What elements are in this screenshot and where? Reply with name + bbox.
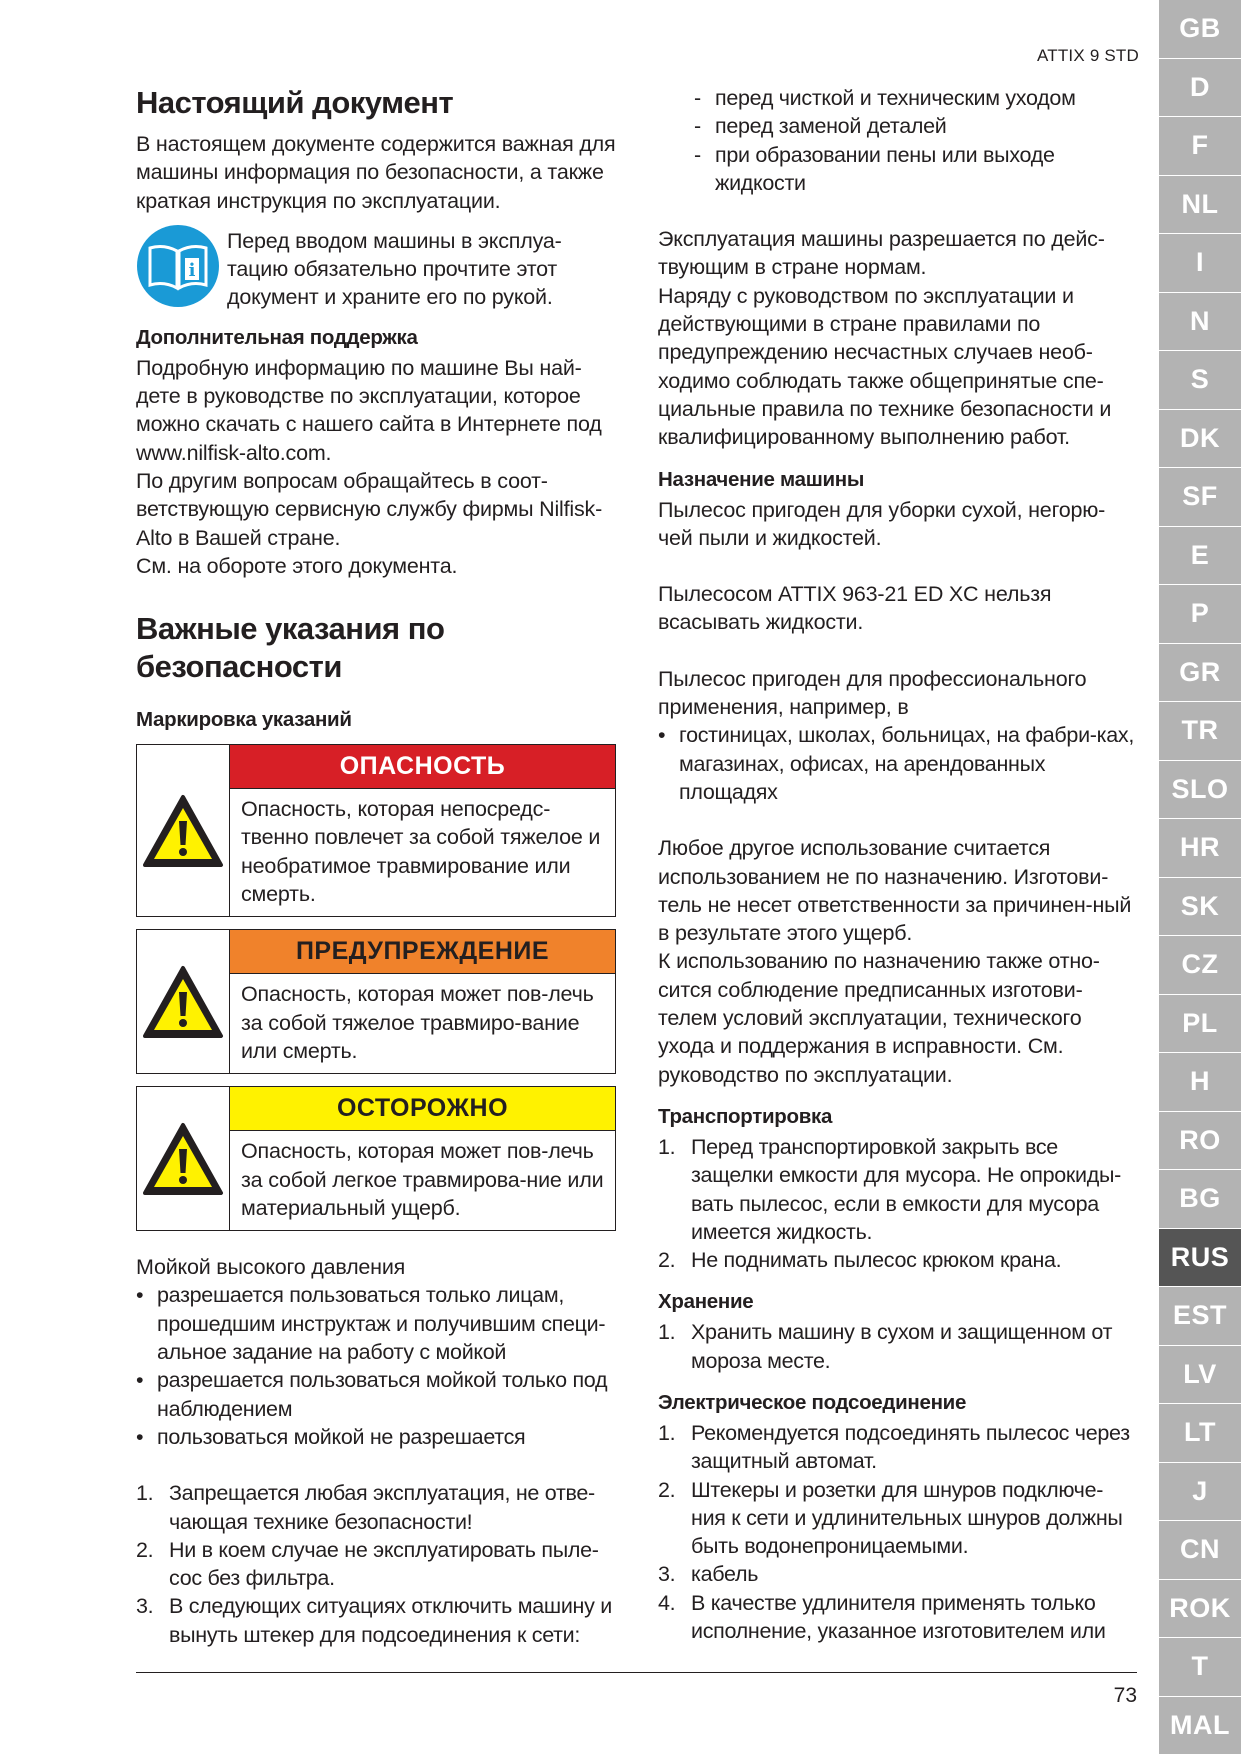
subheading-support: Дополнительная поддержка [136,325,418,349]
language-tab-est[interactable]: EST [1159,1287,1241,1346]
language-tab-d[interactable]: D [1159,59,1241,118]
language-tab-ro[interactable]: RO [1159,1112,1241,1171]
list-item: • разрешается пользоваться только лицам, прошедшим инструктаж и получившим специ-альное задание на работу с мойкой [136,1283,606,1365]
language-tab-gb[interactable]: GB [1159,0,1241,59]
warning-triangle-icon [141,1121,225,1197]
norms-text: Эксплуатация машины разрешается по дейс-твующим в стране нормам. [658,227,1105,280]
warning-icon-cell [137,930,230,1073]
language-tab-t[interactable]: T [1159,1638,1241,1697]
storage-list [658,1318,1136,1375]
language-tab-gr[interactable]: GR [1159,644,1241,703]
list-item: - при образовании пены или выходе жидкости [694,142,1055,195]
list-item: - перед заменой деталей [694,114,947,139]
language-tab-pl[interactable]: PL [1159,995,1241,1054]
subheading-electric: Электрическое подсоединение [658,1390,967,1414]
list-item: 1. Перед транспортировкой закрыть все защелки емкости для мусора. Не опрокиды-вать пылесос, если в емкости для мусора имеется жидкость. [658,1134,1121,1244]
list-item: • разрешается пользоваться мойкой только под наблюдением [136,1368,608,1421]
language-tab-sk[interactable]: SK [1159,878,1241,937]
norms-text-2: Наряду с руководством по эксплуатации и действующими в стране правилами по предупреждению несчастных случаев необ-ходимо соблюдать также общепринятые спе-циальные правила по технике безопасности и квалифицированному выполнению работ. [658,283,1112,450]
language-tab-sf[interactable]: SF [1159,468,1241,527]
subheading-purpose: Назначение машины [658,467,865,491]
attix-liquids-text: Пылесосом ATTIX 963-21 ED XC нельзя всасывать жидкости. [658,582,1052,635]
danger-text: Опасность, которая непосредс-твенно повлечет за собой тяжелое и необратимое травмирование или смерть. [241,797,601,907]
warning-triangle-icon [141,964,225,1040]
danger-icon-cell [137,745,230,916]
document-intro: В настоящем документе содержится важная для машины информация по безопасности, а также краткая инструкция по эксплуатации. [136,132,616,213]
washer-list [136,1281,616,1451]
footer-divider [136,1672,1137,1673]
right-column [658,84,1136,1645]
language-tab-h[interactable]: H [1159,1053,1241,1112]
language-tab-dk[interactable]: DK [1159,410,1241,469]
caution-text: Опасность, которая может пов-лечь за собой легкое травмирова-ние или материальный ущерб. [241,1139,604,1220]
list-item: 2. Штекеры и розетки для шнуров подключе-ния к сети и удлинительных шнуров должны быть водонепроницаемыми. [658,1477,1123,1559]
language-tab-rus[interactable]: RUS [1159,1229,1241,1288]
list-item: - перед чисткой и техническим уходом [694,86,1076,110]
language-tab-tr[interactable]: TR [1159,702,1241,761]
transport-list [658,1133,1136,1274]
list-item: • пользоваться мойкой не разрешается [136,1424,526,1449]
warning-triangle-icon [141,793,225,869]
language-tab-strip [1159,0,1241,1755]
support-text-3: См. на обороте этого документа. [136,553,458,578]
page-number: 73 [1113,1684,1137,1707]
disconnect-situations-list [694,84,1136,197]
read-manual-text: Перед вводом машины в эксплуа-тацию обязательно прочтите этот документ и храните его по рукой. [227,228,562,310]
language-tab-slo[interactable]: SLO [1159,761,1241,820]
read-manual-info-icon [136,224,220,308]
section-title-document: Настоящий документ [136,85,454,120]
professional-use-text: Пылесос пригоден для профессионального применения, например, в [658,666,1087,720]
list-item: 3. В следующих ситуациях отключить машину и вынуть штекер для подсоединения к сети: [136,1594,612,1647]
caution-icon-cell [137,1087,230,1230]
language-tab-cz[interactable]: CZ [1159,936,1241,995]
read-manual-note [136,227,616,312]
language-tab-j[interactable]: J [1159,1463,1241,1522]
language-tab-bg[interactable]: BG [1159,1170,1241,1229]
other-use-text: Любое другое использование считается использованием не по назначению. Изготови-тель не несет ответственности за причинен-ный в результате этого ущерб. [658,836,1132,946]
warning-title: ПРЕДУПРЕЖДЕНИЕ [230,930,615,974]
language-tab-lv[interactable]: LV [1159,1346,1241,1405]
subheading-transport: Транспортировка [658,1104,833,1128]
safety-rules-list [136,1479,616,1649]
language-tab-i[interactable]: I [1159,234,1241,293]
danger-title: ОПАСНОСТЬ [230,745,615,789]
danger-notice-box [136,744,616,917]
language-tab-s[interactable]: S [1159,351,1241,410]
list-item: 2. Не поднимать пылесос крюком крана. [658,1248,1062,1273]
washer-heading: Мойкой высокого давления [136,1255,406,1280]
subheading-storage: Хранение [658,1290,754,1314]
electric-list [658,1419,1136,1645]
support-text: Подробную информацию по машине Вы най-дете в руководстве по эксплуатации, которое можно скачать с нашего сайта в Интернете под www.nilfisk-alto.com. [136,355,602,465]
list-item: 1. Хранить машину в сухом и защищенном от мороза месте. [658,1320,1113,1373]
language-tab-mal[interactable]: MAL [1159,1697,1241,1755]
section-title-safety: Важные указания по безопасности [136,611,445,685]
language-tab-n[interactable]: N [1159,293,1241,352]
document-model-header: ATTIX 9 STD [1036,46,1139,65]
language-tab-lt[interactable]: LT [1159,1404,1241,1463]
intended-use-text: К использованию по назначению также отно-сится соблюдение предписанных изготови-телем условий эксплуатации, технического ухода и поддержания в исправности. См. руководство по эксплуатации. [658,949,1100,1087]
language-tab-rok[interactable]: ROK [1159,1580,1241,1639]
language-tab-e[interactable]: E [1159,527,1241,586]
caution-notice-box [136,1086,616,1231]
list-item: 3. кабель [658,1562,759,1587]
subheading-marking: Маркировка указаний [136,708,352,732]
language-tab-p[interactable]: P [1159,585,1241,644]
list-item: 1. Запрещается любая эксплуатация, не отве-чающая технике безопасности! [136,1481,595,1534]
language-tab-nl[interactable]: NL [1159,176,1241,235]
svg-text:i: i [188,259,196,281]
list-item: • гостиницах, школах, больницах, на фабри-ках, магазинах, офисах, на арендованных площадях [658,723,1135,804]
warning-notice-box [136,929,616,1074]
purpose-text: Пылесос пригоден для уборки сухой, негорю-чей пыли и жидкостей. [658,497,1106,550]
language-tab-f[interactable]: F [1159,117,1241,176]
language-tab-hr[interactable]: HR [1159,819,1241,878]
left-column [136,84,616,1649]
language-tab-cn[interactable]: CN [1159,1521,1241,1580]
list-item: 4. В качестве удлинителя применять только исполнение, указанное изготовителем или [658,1590,1106,1644]
support-text-2: По другим вопросам обращайтесь в соот-ветствующую сервисную службу фирмы Nilfisk-Alto в Вашей стране. [136,468,603,550]
list-item: 2. Ни в коем случае не эксплуатировать пыле-сос без фильтра. [136,1537,599,1591]
caution-title: ОСТОРОЖНО [230,1087,615,1131]
list-item: 1. Рекомендуется подсоединять пылесос через защитный автомат. [658,1420,1130,1474]
warning-text: Опасность, которая может пов-лечь за собой тяжелое травмиро-вание или смерть. [241,982,594,1063]
professional-use-list [658,721,1136,806]
